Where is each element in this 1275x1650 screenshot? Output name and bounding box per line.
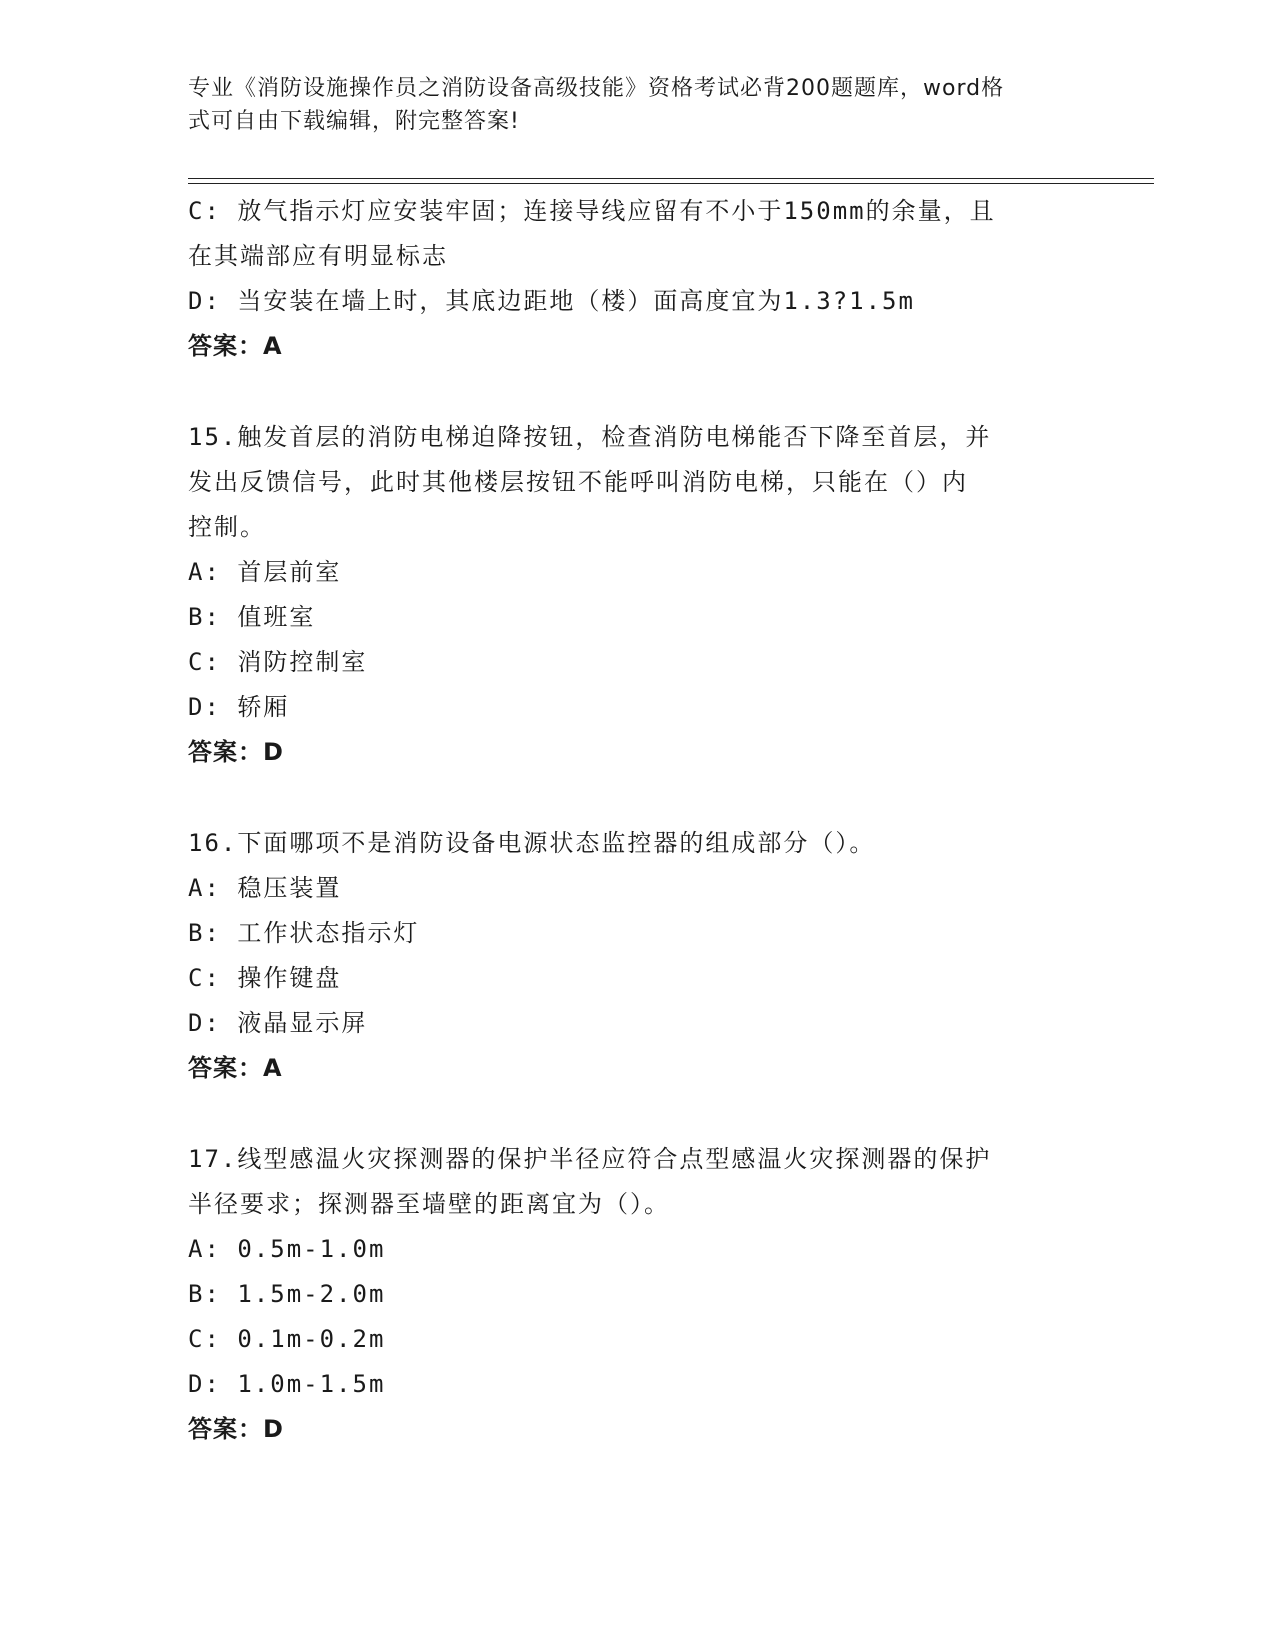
option-c: C: 消防控制室 [188,648,368,676]
header-title-line-2: 式可自由下载编辑，附完整答案! [188,109,520,134]
option-b: B: 工作状态指示灯 [188,919,420,947]
header-divider-top [188,178,1154,179]
question-stem-line-1: 15.触发首层的消防电梯迫降按钮，检查消防电梯能否下降至首层，并 [188,423,992,451]
question-stem-line-3: 控制。 [188,513,266,541]
option-b: B: 值班室 [188,603,316,631]
option-d: D: 液晶显示屏 [188,1009,368,1037]
answer: 答案：A [188,332,283,360]
spacer [188,775,1088,821]
question-stem-line-2: 半径要求；探测器至墙壁的距离宜为（）。 [188,1190,670,1218]
question-stem-line-2: 发出反馈信号，此时其他楼层按钮不能呼叫消防电梯，只能在（）内 [188,468,968,496]
question-17 [188,1137,1088,1452]
answer: 答案：D [188,1415,284,1443]
spacer [188,369,1088,415]
option-c: C: 0.1m-0.2m [188,1325,386,1353]
option-c-line-1: C: 放气指示灯应安装牢固；连接导线应留有不小于150mm的余量，且 [188,197,996,225]
option-d: D: 当安装在墙上时，其底边距地（楼）面高度宜为1.3?1.5m [188,287,915,315]
question-15 [188,415,1088,775]
spacer [188,1091,1088,1137]
header-title-line-1: 专业《消防设施操作员之消防设备高级技能》资格考试必背200题题库，word格 [188,76,1005,101]
question-16 [188,821,1088,1091]
question-list [188,189,1088,1452]
option-a: A: 稳压装置 [188,874,342,902]
question-stem-line-1: 16.下面哪项不是消防设备电源状态监控器的组成部分（）。 [188,829,876,857]
option-c: C: 操作键盘 [188,964,342,992]
option-d: D: 1.0m-1.5m [188,1370,386,1398]
document-header [188,72,1088,138]
question-stem-line-1: 17.线型感温火灾探测器的保护半径应符合点型感温火灾探测器的保护 [188,1145,992,1173]
option-b: B: 1.5m-2.0m [188,1280,386,1308]
answer: 答案：A [188,1054,283,1082]
option-a: A: 首层前室 [188,558,342,586]
option-a: A: 0.5m-1.0m [188,1235,386,1263]
option-d: D: 轿厢 [188,693,290,721]
answer: 答案：D [188,738,284,766]
option-c-line-2: 在其端部应有明显标志 [188,242,448,270]
header-divider-bottom [188,183,1154,184]
previous-question-tail [188,189,1088,369]
